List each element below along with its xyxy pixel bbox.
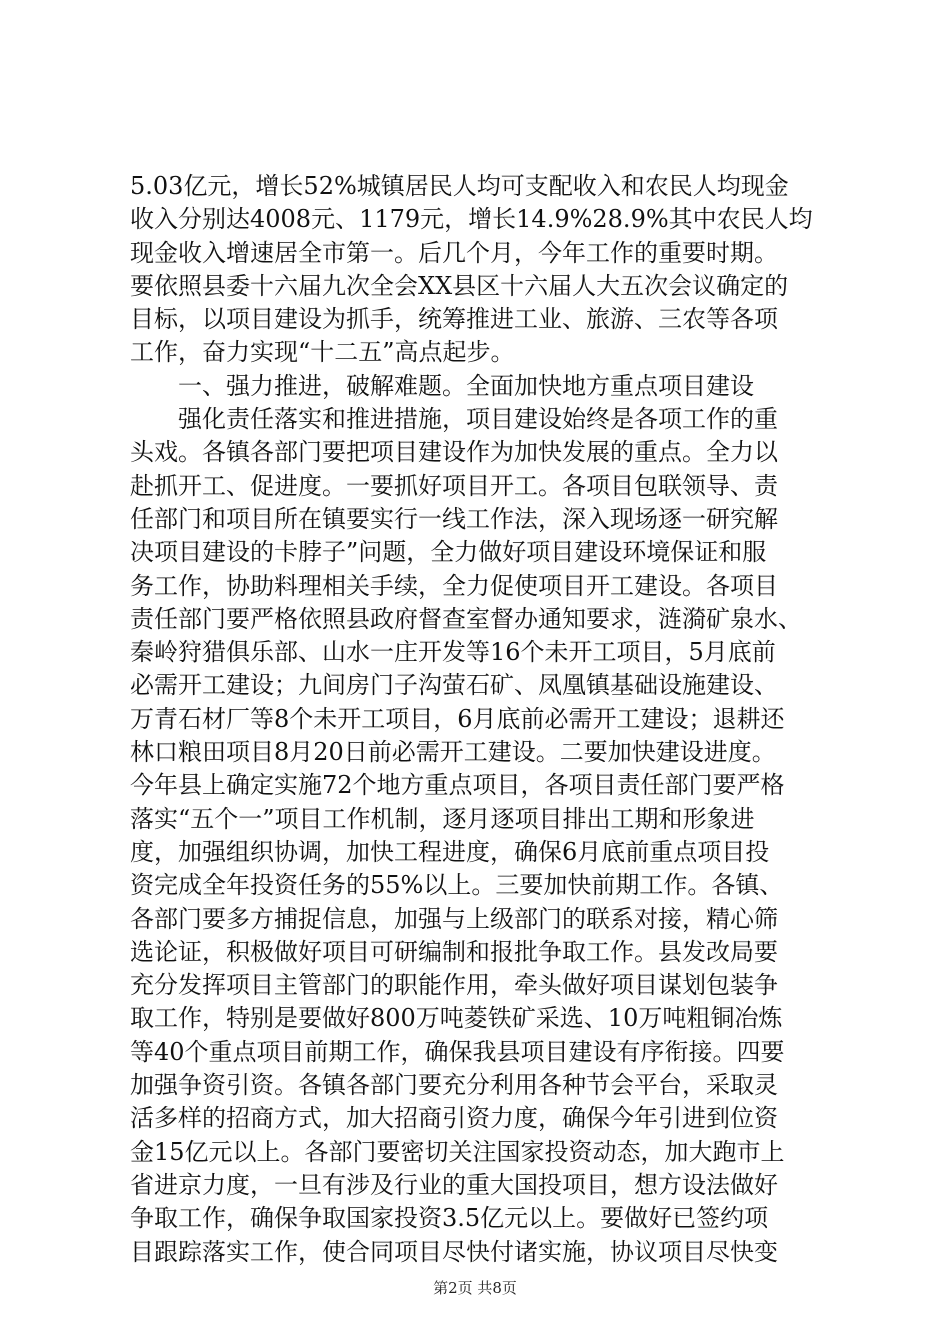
- text-line: 责任部门要严格依照县政府督查室督办通知要求，涟漪矿泉水、: [130, 604, 802, 633]
- text-line: 收入分别达4008元、1179元，增长14.9%28.9%其中农民人均: [130, 205, 813, 234]
- text-line: 充分发挥项目主管部门的职能作用，牵头做好项目谋划包装争: [130, 971, 778, 1000]
- text-line: 任部门和项目所在镇要实行一线工作法，深入现场逐一研究解: [130, 504, 778, 533]
- text-line: 金15亿元以上。各部门要密切关注国家投资动态，加大跑市上: [130, 1137, 785, 1166]
- text-line: 选论证，积极做好项目可研编制和报批争取工作。县发改局要: [130, 937, 778, 966]
- text-line: 取工作，特别是要做好800万吨菱铁矿采选、10万吨粗铜冶炼: [130, 1004, 783, 1033]
- document-body: [130, 170, 830, 1269]
- text-line: 活多样的招商方式，加大招商引资力度，确保今年引进到位资: [130, 1104, 778, 1133]
- page-number-footer: 第2页 共8页: [433, 1279, 517, 1297]
- text-line: 各部门要多方捕捉信息，加强与上级部门的联系对接，精心筛: [130, 904, 778, 933]
- text-line: 现金收入增速居全市第一。后几个月，今年工作的重要时期。: [130, 238, 778, 267]
- text-line: 务工作，协助料理相关手续，全力促使项目开工建设。各项目: [130, 571, 778, 600]
- text-line: 加强争资引资。各镇各部门要充分利用各种节会平台，采取灵: [130, 1071, 778, 1100]
- text-line: 资完成全年投资任务的55%以上。三要加快前期工作。各镇、: [130, 871, 784, 900]
- text-line: 省进京力度，一旦有涉及行业的重大国投项目，想方设法做好: [130, 1170, 778, 1199]
- text-line: 赴抓开工、促进度。一要抓好项目开工。各项目包联领导、责: [130, 471, 778, 500]
- text-line: 工作，奋力实现“十二五”高点起步。: [130, 338, 515, 367]
- text-line: 度，加强组织协调，加快工程进度，确保6月底前重点项目投: [130, 837, 770, 866]
- text-line: 头戏。各镇各部门要把项目建设作为加快发展的重点。全力以: [130, 438, 778, 467]
- text-line: 今年县上确定实施72个地方重点项目，各项目责任部门要严格: [130, 771, 785, 800]
- text-line: 目跟踪落实工作，使合同项目尽快付诸实施，协议项目尽快变: [130, 1237, 778, 1266]
- text-line: 目标，以项目建设为抓手，统筹推进工业、旅游、三农等各项: [130, 305, 778, 334]
- text-line: 必需开工建设；九间房门子沟萤石矿、凤凰镇基础设施建设、: [130, 671, 778, 700]
- text-line: 等40个重点项目前期工作，确保我县项目建设有序衔接。四要: [130, 1037, 785, 1066]
- text-line: 落实“五个一”项目工作机制，逐月逐项目排出工期和形象进: [130, 804, 755, 833]
- text-line: 要依照县委十六届九次全会XX县区十六届人大五次会议确定的: [130, 271, 789, 300]
- text-line: 强化责任落实和推进措施，项目建设始终是各项工作的重: [130, 405, 778, 434]
- text-line: 5.03亿元，增长52%城镇居民人均可支配收入和农民人均现金: [130, 172, 789, 200]
- text-line: 秦岭狩猎俱乐部、山水一庄开发等16个未开工项目，5月底前: [130, 638, 776, 667]
- text-line: 决项目建设的卡脖子”问题，全力做好项目建设环境保证和服: [130, 538, 767, 567]
- text-line: 一、强力推进，破解难题。全面加快地方重点项目建设: [130, 371, 754, 400]
- text-line: 争取工作，确保争取国家投资3.5亿元以上。要做好已签约项: [130, 1204, 769, 1233]
- text-line: 林口粮田项目8月20日前必需开工建设。二要加快建设进度。: [130, 738, 776, 767]
- text-line: 万青石材厂等8个未开工项目，6月底前必需开工建设；退耕还: [130, 704, 785, 733]
